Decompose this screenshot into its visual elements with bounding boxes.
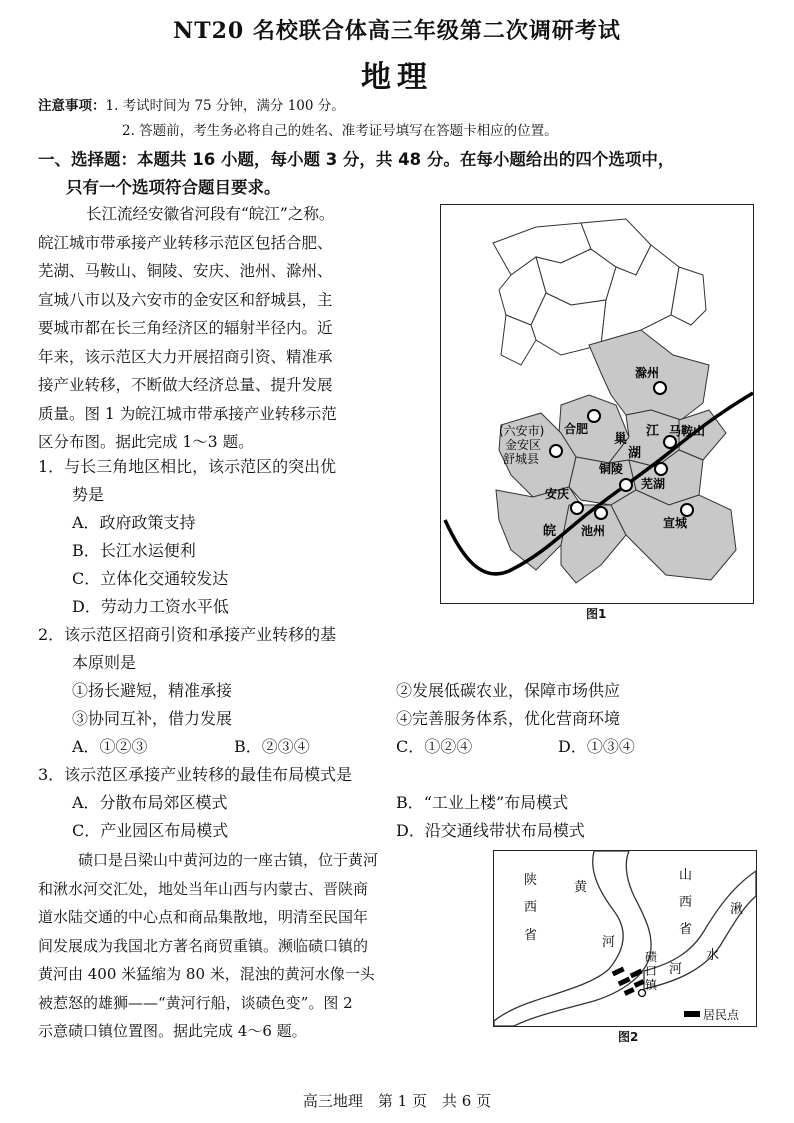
label-qiushui-3: 河 bbox=[669, 962, 683, 977]
passage-1-line: 芜湖、马鞍山、铜陵、安庆、池州、滁州、 bbox=[38, 262, 333, 280]
label-shanxi-3: 省 bbox=[679, 922, 693, 937]
passage-2-line: 示意碛口镇位置图。据此完成 4～6 题。 bbox=[38, 1022, 307, 1040]
q3-option-a[interactable]: A．分散布局郊区模式 bbox=[72, 793, 228, 812]
label-qikou-1: 碛 bbox=[645, 950, 658, 964]
figure-2-caption: 图2 bbox=[618, 1030, 639, 1044]
passage-2-line: 被惹怒的雄狮——“黄河行船，谈碛色变”。图 2 bbox=[38, 993, 353, 1012]
passage-1-line: 年来，该示范区大力开展招商引资、精准承 bbox=[38, 347, 333, 366]
notice-line-1 bbox=[38, 94, 345, 114]
yellow-river bbox=[494, 851, 651, 1026]
label-chuzhou: 滁州 bbox=[635, 366, 660, 380]
label-shaanxi-3: 省 bbox=[524, 928, 538, 943]
label-qiushui-2: 水 bbox=[706, 948, 720, 963]
city-marker-anqing bbox=[571, 502, 583, 514]
q3-option-b[interactable]: B．“工业上楼”布局模式 bbox=[396, 793, 569, 812]
label-anqing: 安庆 bbox=[545, 487, 570, 501]
q1-option-c[interactable]: C．立体化交通较发达 bbox=[72, 569, 229, 588]
q2-option-d[interactable]: D．①③④ bbox=[558, 737, 635, 756]
city-marker-chizhou bbox=[595, 507, 607, 519]
label-maanshan: 马鞍山 bbox=[669, 424, 706, 438]
passage-1-line: 皖江城市带承接产业转移示范区包括合肥、 bbox=[38, 233, 333, 252]
page-footer: 高三地理 第 1 页 共 6 页 bbox=[302, 1092, 492, 1110]
city-marker-wuhu bbox=[655, 463, 667, 475]
label-huanghe-1: 黄 bbox=[574, 880, 588, 895]
label-shaanxi-1: 陕 bbox=[524, 873, 538, 888]
passage-2-line: 碛口是吕梁山中黄河边的一座古镇，位于黄河 bbox=[78, 851, 379, 869]
passage-2-line: 和湫水河交汇处，地处当年山西与内蒙古、晋陕商 bbox=[38, 879, 369, 898]
section-heading-line-2: 只有一个选项符合题目要求。 bbox=[66, 178, 281, 197]
label-tongling: 铜陵 bbox=[599, 462, 624, 476]
label-chaohu-1: 巢 bbox=[614, 432, 628, 447]
figure-1-svg bbox=[441, 205, 753, 603]
label-qiushui-1: 湫 bbox=[730, 902, 744, 917]
city-marker-xuancheng bbox=[681, 504, 693, 516]
city-marker-tongling bbox=[620, 479, 632, 491]
q2-item-4: ④完善服务体系，优化营商环境 bbox=[396, 709, 621, 728]
q2-option-b[interactable]: B．②③④ bbox=[234, 737, 310, 756]
passage-2-line: 间发展成为我国北方著名商贸重镇。濒临碛口镇的 bbox=[38, 936, 369, 955]
q2-option-a[interactable]: A．①②③ bbox=[72, 737, 148, 756]
passage-1-line: 长江流经安徽省河段有“皖江”之称。 bbox=[86, 205, 335, 223]
passage-1-line: 区分布图。据此完成 1～3 题。 bbox=[38, 433, 254, 451]
label-jiang: 江 bbox=[646, 424, 660, 439]
legend-settlement-label: 居民点 bbox=[703, 1008, 740, 1022]
q2-stem-line-1: 2．该示范区招商引资和承接产业转移的基 bbox=[38, 625, 337, 644]
q3-option-c[interactable]: C．产业园区布局模式 bbox=[72, 821, 229, 840]
q2-item-2: ②发展低碳农业，保障市场供应 bbox=[396, 681, 621, 700]
label-shanxi-1: 山 bbox=[679, 868, 693, 883]
q2-item-3: ③协同互补，借力发展 bbox=[72, 709, 233, 728]
passage-2-line: 黄河由 400 米猛缩为 80 米，混浊的黄河水像一头 bbox=[38, 965, 375, 983]
passage-1-line: 接产业转移，不断做大经济总量、提升发展 bbox=[38, 376, 333, 394]
qiushui-river bbox=[644, 871, 756, 989]
subject-title: 地理 bbox=[361, 60, 433, 95]
q1-option-a[interactable]: A．政府政策支持 bbox=[72, 513, 196, 532]
q1-stem-line-1: 1．与长三角地区相比，该示范区的突出优 bbox=[38, 457, 337, 476]
q2-item-1: ①扬长避短，精准承接 bbox=[72, 681, 233, 700]
city-marker-hefei bbox=[588, 410, 600, 422]
q2-option-c[interactable]: C．①②④ bbox=[396, 737, 473, 756]
label-chaohu-2: 湖 bbox=[628, 446, 642, 461]
q1-stem-line-2: 势是 bbox=[72, 485, 105, 504]
label-qikou-2: 口 bbox=[645, 964, 658, 978]
figure-1-map bbox=[440, 204, 754, 604]
q1-option-d[interactable]: D．劳动力工资水平低 bbox=[72, 597, 229, 616]
city-marker-luan bbox=[550, 445, 562, 457]
notice-item-2: 2. 答题前，考生务必将自己的姓名、准考证号填写在答题卡相应的位置。 bbox=[122, 123, 558, 139]
notice-item-1: 1. 考试时间为 75 分钟，满分 100 分。 bbox=[105, 98, 345, 114]
section-heading-line-1: 一、选择题：本题共 16 小题，每小题 3 分，共 48 分。在每小题给出的四个选项中， bbox=[38, 150, 675, 169]
label-xuancheng: 宣城 bbox=[663, 516, 688, 530]
passage-2-line: 道水陆交通的中心点和商品集散地，明清至民国年 bbox=[38, 908, 369, 926]
label-hefei: 合肥 bbox=[564, 422, 589, 436]
q3-stem: 3．该示范区承接产业转移的最佳布局模式是 bbox=[38, 765, 353, 784]
label-shaanxi-2: 西 bbox=[524, 900, 538, 915]
map-region-chizhou bbox=[561, 505, 626, 583]
q2-stem-line-2: 本原则是 bbox=[72, 653, 137, 672]
q3-option-d[interactable]: D．沿交通线带状布局模式 bbox=[396, 821, 585, 840]
label-wan: 皖 bbox=[543, 524, 557, 539]
exam-title: NT20 名校联合体高三年级第二次调研考试 bbox=[173, 18, 621, 44]
label-chizhou: 池州 bbox=[581, 524, 606, 538]
passage-2 bbox=[38, 846, 478, 1046]
q1-option-b[interactable]: B．长江水运便利 bbox=[72, 541, 196, 560]
settlement-block bbox=[624, 987, 635, 996]
passage-1-line: 宣城八市以及六安市的金安区和舒城县，主 bbox=[38, 290, 333, 309]
city-marker-chuzhou bbox=[654, 382, 666, 394]
label-jinan: 金安区 bbox=[505, 438, 542, 452]
figure-2-map bbox=[493, 850, 757, 1027]
label-shucheng: 舒城县 bbox=[503, 452, 540, 466]
label-luan: (六安市) bbox=[499, 424, 545, 438]
label-qikou-3: 镇 bbox=[645, 978, 658, 992]
figure-1-caption: 图1 bbox=[586, 607, 607, 621]
legend-settlement-symbol bbox=[684, 1011, 700, 1017]
label-huanghe-2: 河 bbox=[602, 935, 616, 950]
figure-2-svg bbox=[494, 851, 756, 1026]
settlement-block bbox=[634, 979, 645, 988]
passage-1 bbox=[38, 200, 423, 457]
map-region-xuancheng bbox=[611, 490, 736, 580]
passage-1-line: 质量。图 1 为皖江城市带承接产业转移示范 bbox=[38, 404, 337, 423]
label-shanxi-2: 西 bbox=[679, 895, 693, 910]
passage-1-line: 要城市都在长三角经济区的辐射半径内。近 bbox=[38, 319, 333, 337]
label-wuhu: 芜湖 bbox=[641, 477, 666, 491]
notice-label: 注意事项： bbox=[38, 98, 106, 114]
